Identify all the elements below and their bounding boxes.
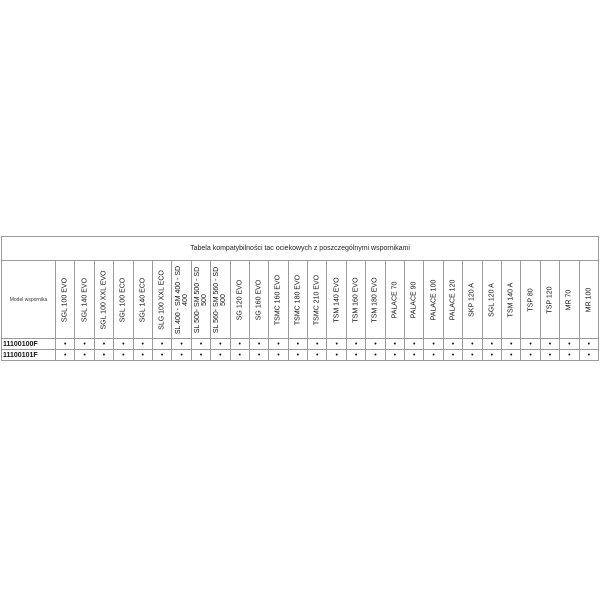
- column-header-label: PALACE 70: [391, 281, 399, 318]
- column-header: [346, 261, 365, 339]
- compatibility-mark: •: [94, 350, 113, 361]
- compatibility-mark: •: [230, 350, 249, 361]
- column-header-label: TSMC 180 EVO: [294, 274, 302, 325]
- compatibility-mark: •: [405, 350, 424, 361]
- compatibility-mark: •: [133, 339, 152, 350]
- compatibility-mark: •: [269, 350, 288, 361]
- column-header: [521, 261, 540, 339]
- column-header-label: SL 400 - SM 400 - SD 400: [174, 265, 189, 334]
- column-header: [463, 261, 482, 339]
- column-header-label: TSMC 160 EVO: [274, 274, 282, 325]
- compatibility-table: [1, 236, 599, 361]
- column-header: [191, 261, 210, 339]
- column-header: [501, 261, 520, 339]
- column-header: [482, 261, 501, 339]
- column-header: [560, 261, 579, 339]
- column-header: [249, 261, 268, 339]
- column-header: [540, 261, 559, 339]
- compatibility-mark: •: [230, 339, 249, 350]
- column-header-label: SL 560- SM 560 - SD 500: [213, 266, 228, 333]
- column-header-label: SGL 100 ECO: [119, 277, 127, 322]
- column-header: [385, 261, 404, 339]
- column-header: [172, 261, 191, 339]
- column-header: [366, 261, 385, 339]
- column-header-label: PALACE 90: [410, 281, 418, 318]
- compatibility-table-container: [1, 236, 599, 361]
- column-header: [579, 261, 599, 339]
- compatibility-mark: •: [211, 350, 230, 361]
- compatibility-mark: •: [521, 339, 540, 350]
- compatibility-mark: •: [269, 339, 288, 350]
- compatibility-mark: •: [443, 350, 462, 361]
- compatibility-mark: •: [346, 339, 365, 350]
- column-header-label: PALACE 120: [449, 279, 457, 320]
- column-header: [56, 261, 75, 339]
- column-header: [75, 261, 94, 339]
- title-row: [2, 237, 599, 261]
- row-label: 11100101F: [2, 350, 56, 361]
- compatibility-mark: •: [327, 339, 346, 350]
- column-header: [269, 261, 288, 339]
- compatibility-mark: •: [482, 350, 501, 361]
- compatibility-mark: •: [385, 339, 404, 350]
- compatibility-mark: •: [579, 350, 599, 361]
- column-header: [308, 261, 327, 339]
- column-header-label: TSM 140 EVO: [333, 276, 341, 323]
- column-header: [94, 261, 113, 339]
- row-header-label: Model wspornika: [2, 261, 56, 339]
- compatibility-mark: •: [94, 339, 113, 350]
- compatibility-mark: •: [211, 339, 230, 350]
- compatibility-mark: •: [463, 339, 482, 350]
- column-header-label: SKP 120 A: [468, 282, 476, 317]
- compatibility-mark: •: [191, 339, 210, 350]
- column-header-label: SGL 100 XXL EVO: [100, 270, 108, 330]
- compatibility-mark: •: [172, 339, 191, 350]
- compatibility-mark: •: [424, 350, 443, 361]
- table-title: Tabela kompatybilności tac ociekowych z poszczególnymi wspornikami: [2, 237, 599, 261]
- compatibility-mark: •: [152, 350, 171, 361]
- column-header-label: SG 120 EVO: [236, 279, 244, 320]
- compatibility-mark: •: [424, 339, 443, 350]
- table-row: [2, 350, 599, 361]
- column-header-label: SGL 120 A: [488, 282, 496, 317]
- compatibility-mark: •: [308, 339, 327, 350]
- compatibility-mark: •: [308, 350, 327, 361]
- compatibility-mark: •: [56, 350, 75, 361]
- column-header-label: SGL 100 EVO: [61, 277, 69, 322]
- header-row: [2, 261, 599, 339]
- column-header-label: TSMC 210 EVO: [313, 274, 321, 325]
- column-header-label: TSP 120: [546, 285, 554, 314]
- compatibility-mark: •: [540, 339, 559, 350]
- compatibility-mark: •: [114, 350, 133, 361]
- compatibility-mark: •: [443, 339, 462, 350]
- column-header-label: MR 70: [565, 289, 573, 310]
- column-header: [152, 261, 171, 339]
- compatibility-mark: •: [114, 339, 133, 350]
- column-header: [443, 261, 462, 339]
- compatibility-mark: •: [249, 339, 268, 350]
- compatibility-mark: •: [75, 350, 94, 361]
- column-header-label: SGL 140 ECO: [139, 277, 147, 322]
- column-header-label: TSM 140 A: [507, 282, 515, 317]
- column-header-label: MR 100: [585, 287, 593, 312]
- compatibility-mark: •: [385, 350, 404, 361]
- compatibility-mark: •: [521, 350, 540, 361]
- column-header-label: TSM 160 EVO: [352, 276, 360, 323]
- compatibility-mark: •: [327, 350, 346, 361]
- column-header-label: SL 500- SM 500 - SD 500: [193, 266, 208, 333]
- column-header-label: SGL 140 EVO: [81, 277, 89, 322]
- column-header-label: TSP 80: [527, 287, 535, 312]
- compatibility-mark: •: [560, 350, 579, 361]
- compatibility-mark: •: [346, 350, 365, 361]
- compatibility-mark: •: [75, 339, 94, 350]
- column-header-label: SG 160 EVO: [255, 279, 263, 320]
- compatibility-mark: •: [172, 350, 191, 361]
- compatibility-mark: •: [501, 339, 520, 350]
- column-header-label: TSM 180 EVO: [371, 276, 379, 323]
- column-header: [114, 261, 133, 339]
- compatibility-mark: •: [366, 339, 385, 350]
- compatibility-mark: •: [56, 339, 75, 350]
- compatibility-mark: •: [288, 339, 307, 350]
- column-header-label: SLG 100 XXL ECO: [158, 269, 166, 330]
- table-body: [2, 339, 599, 361]
- compatibility-mark: •: [152, 339, 171, 350]
- compatibility-mark: •: [133, 350, 152, 361]
- column-header-label: PALACE 100: [430, 279, 438, 320]
- column-header: [133, 261, 152, 339]
- column-header: [230, 261, 249, 339]
- column-header: [424, 261, 443, 339]
- compatibility-mark: •: [405, 339, 424, 350]
- compatibility-mark: •: [249, 350, 268, 361]
- compatibility-mark: •: [540, 350, 559, 361]
- compatibility-mark: •: [560, 339, 579, 350]
- compatibility-mark: •: [482, 339, 501, 350]
- row-label: 11100100F: [2, 339, 56, 350]
- compatibility-mark: •: [501, 350, 520, 361]
- compatibility-mark: •: [288, 350, 307, 361]
- column-header: [405, 261, 424, 339]
- table-row: [2, 339, 599, 350]
- column-header: [211, 261, 230, 339]
- compatibility-mark: •: [191, 350, 210, 361]
- compatibility-mark: •: [579, 339, 599, 350]
- compatibility-mark: •: [366, 350, 385, 361]
- column-header: [327, 261, 346, 339]
- compatibility-mark: •: [463, 350, 482, 361]
- column-header: [288, 261, 307, 339]
